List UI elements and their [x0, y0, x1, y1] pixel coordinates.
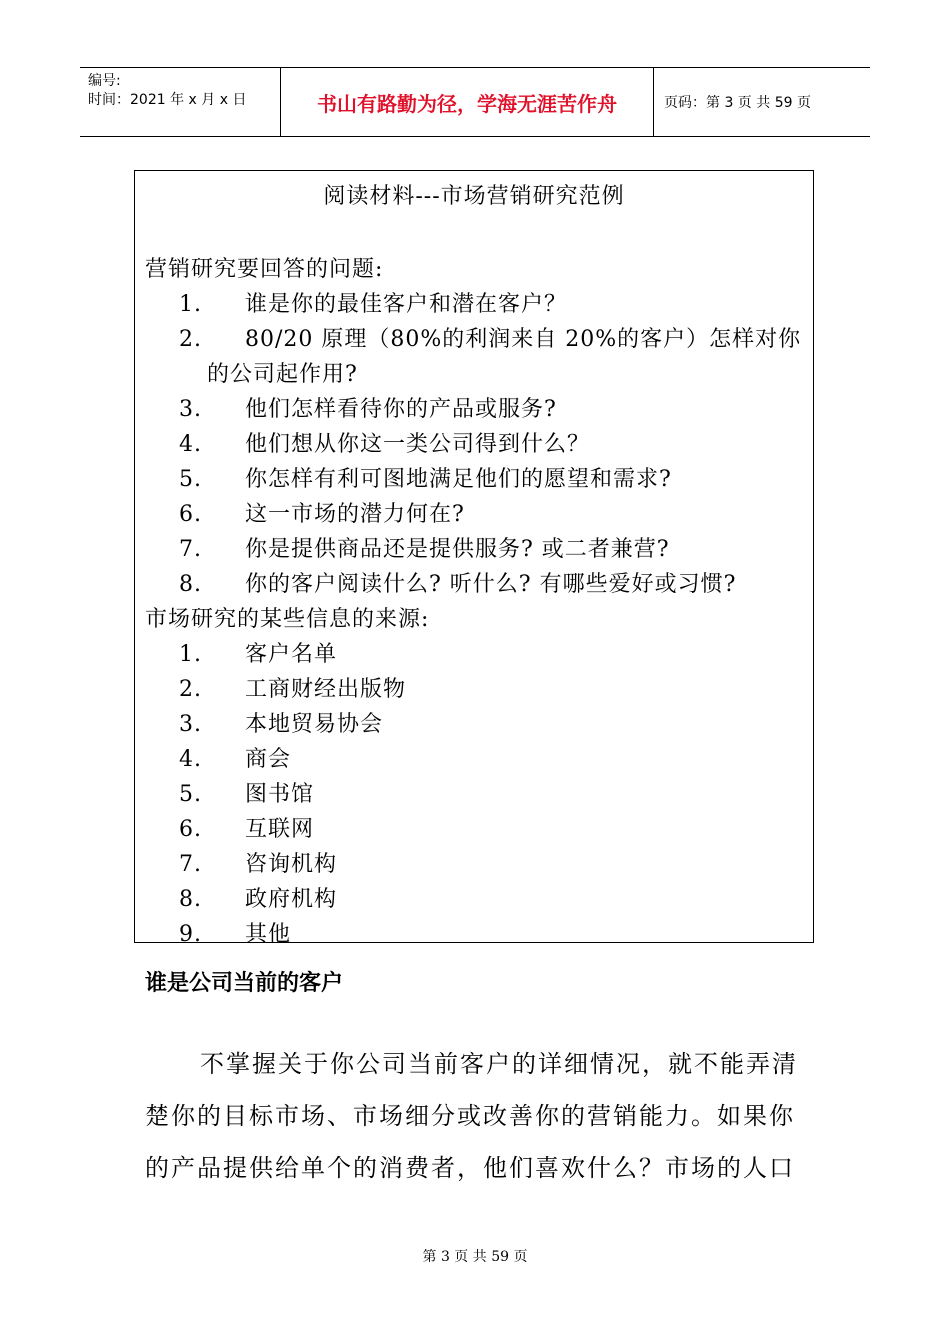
source-text: 工商财经出版物: [245, 677, 407, 702]
body-paragraph: 不掌握关于你公司当前客户的详细情况，就不能弄清楚你的目标市场、市场细分或改善你的营销能力。如果你的产品提供给单个的消费者，他们喜欢什么？市场的人口: [145, 1050, 798, 1182]
question-number: 8.: [179, 572, 202, 597]
source-item: [179, 917, 291, 948]
source-item: [179, 707, 383, 738]
question-number: 5.: [179, 467, 202, 492]
source-number: 5.: [179, 782, 202, 807]
source-number: 9.: [179, 922, 202, 947]
source-text: 图书馆: [245, 782, 315, 807]
question-number: 1.: [179, 292, 202, 317]
source-item: [179, 882, 337, 913]
section-sources-title: 市场研究的某些信息的来源:: [145, 607, 430, 632]
question-text: 你的客户阅读什么? 听什么? 有哪些爱好或习惯?: [245, 572, 737, 597]
document-header: [80, 67, 870, 137]
page-footer: 第 3 页 共 59 页: [422, 1249, 528, 1265]
section-heading: 谁是公司当前的客户: [145, 971, 344, 996]
question-text-continuation: 的公司起作用?: [207, 362, 358, 387]
source-text: 其他: [245, 922, 292, 947]
question-text: 谁是你的最佳客户和潜在客户？: [245, 292, 568, 317]
question-number: 2.: [179, 327, 202, 352]
question-text: 他们怎样看待你的产品或服务?: [245, 397, 557, 422]
section-questions-title: 营销研究要回答的问题:: [145, 257, 384, 282]
source-number: 2.: [179, 677, 202, 702]
source-text: 客户名单: [245, 642, 338, 667]
source-number: 1.: [179, 642, 202, 667]
question-text: 这一市场的潜力何在?: [245, 502, 465, 527]
question-item: [179, 427, 590, 458]
source-item: [179, 637, 337, 668]
header-time-label: 时间：2021 年 x 月 x 日: [88, 92, 247, 108]
question-item: [179, 287, 567, 318]
question-number: 4.: [179, 432, 202, 457]
question-item: [179, 392, 557, 423]
source-text: 咨询机构: [245, 852, 338, 877]
source-item: [179, 812, 314, 843]
source-number: 4.: [179, 747, 202, 772]
source-item: [179, 742, 291, 773]
source-text: 商会: [245, 747, 292, 772]
source-text: 政府机构: [245, 887, 338, 912]
source-number: 3.: [179, 712, 202, 737]
source-item: [179, 672, 406, 703]
question-item: [179, 497, 465, 528]
box-title: 阅读材料---市场营销研究范例: [323, 184, 625, 209]
question-text: 你怎样有利可图地满足他们的愿望和需求?: [245, 467, 672, 492]
question-text: 80/20 原理（80%的利润来自 20%的客户）怎样对你: [245, 327, 802, 352]
question-item: [179, 567, 736, 598]
header-meta: [80, 68, 281, 136]
source-number: 8.: [179, 887, 202, 912]
source-number: 6.: [179, 817, 202, 842]
source-item: [179, 847, 337, 878]
question-text: 他们想从你这一类公司得到什么？: [245, 432, 591, 457]
question-number: 6.: [179, 502, 202, 527]
header-page-info: 页码：第 3 页 共 59 页: [664, 95, 811, 111]
question-text: 你是提供商品还是提供服务? 或二者兼营?: [245, 537, 670, 562]
reading-material-box: [134, 170, 814, 947]
question-number: 7.: [179, 537, 202, 562]
source-text: 本地贸易协会: [245, 712, 384, 737]
question-number: 3.: [179, 397, 202, 422]
question-item: [179, 532, 670, 563]
header-number-label: 编号:: [88, 73, 121, 89]
source-text: 互联网: [245, 817, 315, 842]
source-number: 7.: [179, 852, 202, 877]
question-item: [179, 462, 672, 493]
header-motto: 书山有路勤为径，学海无涯苦作舟: [281, 68, 654, 136]
source-item: [179, 777, 314, 808]
question-item: [179, 322, 801, 353]
